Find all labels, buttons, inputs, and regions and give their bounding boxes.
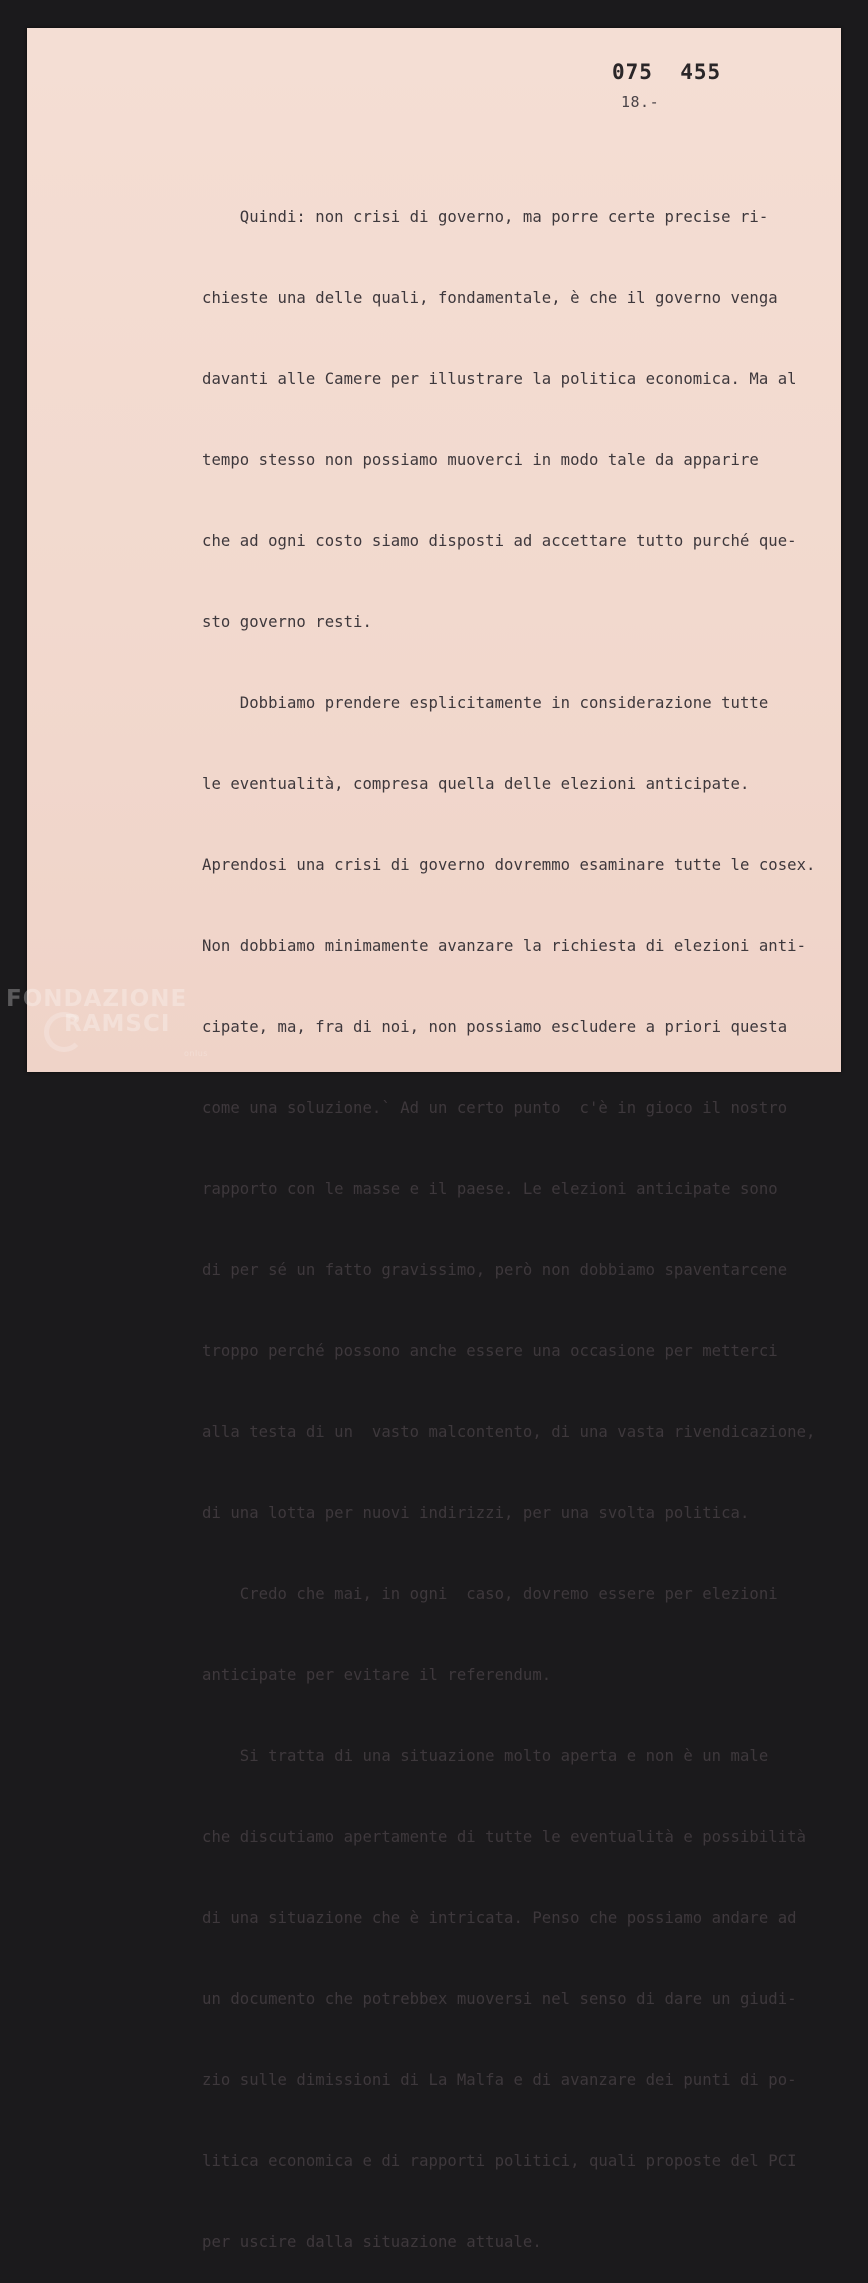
g-logo-icon xyxy=(44,1012,84,1052)
text-line: rapporto con le masse e il paese. Le elezioni anticipate sono xyxy=(202,1180,778,1198)
text-line: litica economica e di rapporti politici, quali proposte del PCI xyxy=(202,2152,797,2170)
text-line: chieste una delle quali, fondamentale, è che il governo venga xyxy=(202,289,778,307)
text-line: che discutiamo apertamente di tutte le eventualità e possibilità xyxy=(202,1828,807,1846)
page-number: 18.- xyxy=(621,93,660,111)
text-line: anticipate per evitare il referendum. xyxy=(202,1666,552,1684)
text-line: per uscire dalla situazione attuale. xyxy=(202,2233,542,2251)
text-line: come una soluzione.` Ad un certo punto c'è in gioco il nostro xyxy=(202,1099,788,1117)
text-line: alla testa di un vasto malcontento, di una vasta rivendicazione, xyxy=(202,1423,816,1441)
text-line: Aprendosi una crisi di governo dovremmo esaminare tutte le cosex. xyxy=(202,856,816,874)
archive-number: 075 455 xyxy=(612,60,722,84)
text-line: Credo che mai, in ogni caso, dovremo essere per elezioni xyxy=(202,1585,778,1603)
text-line: le eventualità, compresa quella delle elezioni anticipate. xyxy=(202,775,750,793)
text-line: Dobbiamo prendere esplicitamente in considerazione tutte xyxy=(202,694,769,712)
text-line: che ad ogni costo siamo disposti ad accettare tutto purché que- xyxy=(202,532,797,550)
text-line: di una situazione che è intricata. Penso che possiamo andare ad xyxy=(202,1909,797,1927)
typewritten-body xyxy=(202,150,842,2283)
watermark-line-2: RAMSCI xyxy=(64,1011,171,1037)
text-line: di una lotta per nuovi indirizzi, per una svolta politica. xyxy=(202,1504,750,1522)
fondazione-gramsci-watermark xyxy=(6,986,208,1058)
watermark-sub: onlus xyxy=(184,1049,208,1058)
text-line: troppo perché possono anche essere una occasione per metterci xyxy=(202,1342,778,1360)
text-line: di per sé un fatto gravissimo, però non dobbiamo spaventarcene xyxy=(202,1261,788,1279)
text-line: davanti alle Camere per illustrare la politica economica. Ma al xyxy=(202,370,797,388)
watermark-line-1: FONDAZIONE xyxy=(6,986,188,1012)
text-line: un documento che potrebbex muoversi nel senso di dare un giudi- xyxy=(202,1990,797,2008)
text-line: Quindi: non crisi di governo, ma porre certe precise ri- xyxy=(202,208,769,226)
text-line: Non dobbiamo minimamente avanzare la richiesta di elezioni anti- xyxy=(202,937,807,955)
text-line: sto governo resti. xyxy=(202,613,372,631)
text-line: cipate, ma, fra di noi, non possiamo escludere a priori questa xyxy=(202,1018,788,1036)
text-line: Si tratta di una situazione molto aperta e non è un male xyxy=(202,1747,769,1765)
text-line: tempo stesso non possiamo muoverci in modo tale da apparire xyxy=(202,451,759,469)
text-line: zio sulle dimissioni di La Malfa e di avanzare dei punti di po- xyxy=(202,2071,797,2089)
